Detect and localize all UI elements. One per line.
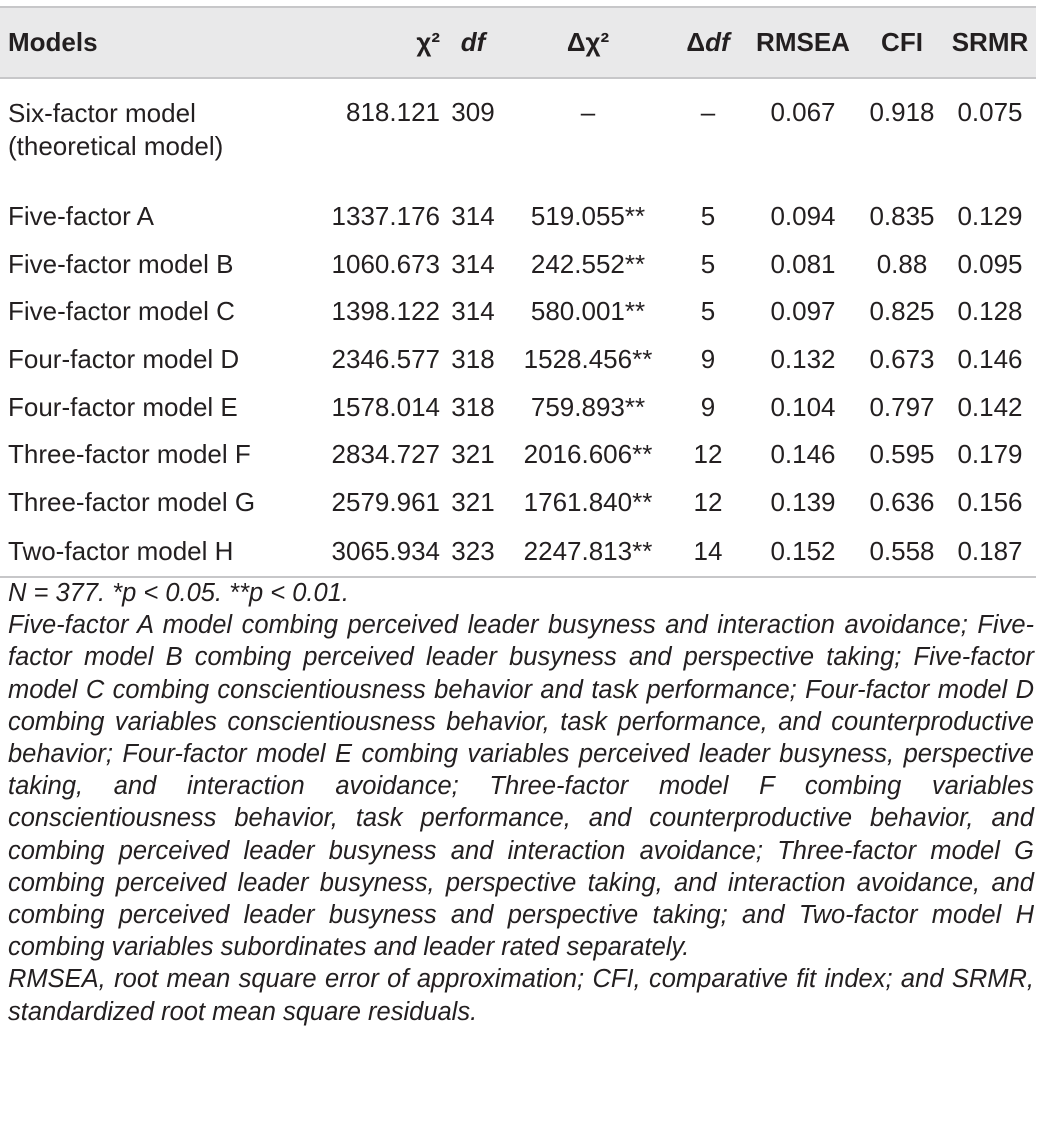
cell-df: 318 xyxy=(451,344,495,375)
cell-df: 318 xyxy=(451,391,495,422)
cell-delta-df: 9 xyxy=(700,391,716,422)
cell-rmsea: 0.139 xyxy=(770,486,836,517)
cell-delta-df: 5 xyxy=(700,201,716,232)
table-notes xyxy=(8,577,1034,1028)
cell-delta-chi-square: 242.552** xyxy=(530,248,646,279)
cell-delta-df: 9 xyxy=(700,344,716,375)
cell-chi-square: 1398.122 xyxy=(331,296,440,327)
header-srmr: SRMR xyxy=(944,7,1036,78)
cell-delta-df: 5 xyxy=(700,296,716,327)
cell-cfi: 0.797 xyxy=(869,391,935,422)
df-symbol: df xyxy=(705,27,730,57)
cell-model: Two-factor model H xyxy=(0,526,305,577)
cell-delta-chi-square: 2247.813** xyxy=(506,526,670,577)
cell-delta-df: 12 xyxy=(693,486,723,517)
cell-rmsea: 0.132 xyxy=(770,344,836,375)
note-models: Five-factor A model combing perceived leader busyness and interaction avoidance; Five-factor model B combing perceived leader busyness and perspective taking; Five-factor model C combing conscientiousness behavior and task performance; Four-factor model D combing variables conscientiousness behavior, task performance, and counterproductive behavior; Four-factor model E combing variables perceived leader busyness, perspective taking, and interaction avoidance; Three-factor model F combing variables conscientiousness behavior, task performance, and counterproductive behavior, and combing perceived leader busyness and interaction avoidance; Three-factor model G combing perceived leader busyness, perspective taking, and interaction avoidance, and combing perceived leader busyness and perspective taking; and Two-factor model H combing variables subordinates and leader rated separately. xyxy=(8,611,1034,962)
model-fit-table xyxy=(0,6,1036,578)
table-row xyxy=(0,383,1036,431)
table-header xyxy=(0,7,1036,78)
cell-cfi: 0.918 xyxy=(869,97,935,127)
cell-df: 314 xyxy=(451,201,495,232)
table-row xyxy=(0,78,1036,193)
cell-delta-df: 12 xyxy=(693,439,723,470)
cell-delta-chi-square: 2016.606** xyxy=(523,439,653,470)
cell-model: Three-factor model G xyxy=(8,486,256,517)
cell-chi-square: 2346.577 xyxy=(331,344,440,375)
cell-rmsea: 0.081 xyxy=(770,248,836,279)
table-body xyxy=(0,78,1036,577)
cell-cfi: 0.88 xyxy=(876,248,928,279)
delta-symbol: Δ xyxy=(686,27,706,57)
note-significance: N = 377. *p < 0.05. **p < 0.01. xyxy=(8,579,349,607)
cell-srmr: 0.142 xyxy=(957,391,1023,422)
cell-delta-chi-square: 580.001** xyxy=(530,296,646,327)
cell-rmsea: 0.152 xyxy=(746,526,860,577)
cell-srmr: 0.128 xyxy=(957,296,1023,327)
cell-chi-square: 1578.014 xyxy=(331,391,440,422)
cell-cfi: 0.636 xyxy=(869,486,935,517)
cell-rmsea: 0.097 xyxy=(770,296,836,327)
header-chi-square: χ² xyxy=(305,7,440,78)
cell-df: 309 xyxy=(451,97,495,127)
cell-df: 321 xyxy=(451,439,495,470)
cell-cfi: 0.595 xyxy=(869,439,935,470)
cell-srmr: 0.156 xyxy=(957,486,1023,517)
cell-delta-df: 14 xyxy=(670,526,746,577)
cell-delta-chi-square: 1761.840** xyxy=(523,486,653,517)
cell-model: Four-factor model E xyxy=(8,391,238,422)
header-models: Models xyxy=(0,7,305,78)
cell-srmr: 0.075 xyxy=(957,97,1023,127)
cell-delta-chi-square: – xyxy=(580,97,596,127)
cell-chi-square: 2834.727 xyxy=(331,439,440,470)
table-row xyxy=(0,336,1036,384)
cell-cfi: 0.835 xyxy=(869,201,935,232)
cell-cfi: 0.558 xyxy=(860,526,944,577)
table-row xyxy=(0,193,1036,241)
cell-srmr: 0.179 xyxy=(957,439,1023,470)
cell-model: Three-factor model F xyxy=(8,439,251,470)
cell-srmr: 0.187 xyxy=(944,526,1036,577)
header-delta-df-label xyxy=(686,27,729,57)
cell-rmsea: 0.104 xyxy=(770,391,836,422)
cell-df: 314 xyxy=(451,248,495,279)
header-cfi: CFI xyxy=(860,7,944,78)
header-delta-chi-square: Δχ² xyxy=(506,7,670,78)
cell-delta-df: 5 xyxy=(700,248,716,279)
cell-delta-chi-square: 519.055** xyxy=(530,201,646,232)
cell-model: Five-factor A xyxy=(8,201,154,232)
cell-model: Five-factor model B xyxy=(8,248,234,279)
cell-srmr: 0.146 xyxy=(957,344,1023,375)
cell-rmsea: 0.094 xyxy=(770,201,836,232)
table-row xyxy=(0,479,1036,527)
cell-delta-chi-square: 759.893** xyxy=(530,391,646,422)
header-delta-df xyxy=(670,7,746,78)
cell-df: 323 xyxy=(440,526,506,577)
cell-model: Four-factor model D xyxy=(8,344,240,375)
table-row xyxy=(0,241,1036,289)
cell-model: Five-factor model C xyxy=(8,296,235,327)
cell-model: Six-factor model (theoretical model) xyxy=(8,98,224,161)
cell-delta-df: – xyxy=(700,97,716,127)
table-row xyxy=(0,431,1036,479)
cell-chi-square: 818.121 xyxy=(346,97,440,127)
header-rmsea: RMSEA xyxy=(746,7,860,78)
cell-rmsea: 0.146 xyxy=(770,439,836,470)
header-row xyxy=(0,7,1036,78)
cell-chi-square: 3065.934 xyxy=(305,526,440,577)
cell-delta-chi-square: 1528.456** xyxy=(523,344,653,375)
table-row xyxy=(0,288,1036,336)
cell-chi-square: 2579.961 xyxy=(331,486,440,517)
cell-rmsea: 0.067 xyxy=(770,97,836,127)
table-row xyxy=(0,526,1036,577)
cell-srmr: 0.129 xyxy=(957,201,1023,232)
cell-chi-square: 1337.176 xyxy=(331,201,440,232)
cell-cfi: 0.825 xyxy=(869,296,935,327)
cell-df: 321 xyxy=(451,486,495,517)
note-abbreviations: RMSEA, root mean square error of approximation; CFI, comparative fit index; and SRMR, standardized root mean square residuals. xyxy=(8,965,1034,1026)
header-df: df xyxy=(440,7,506,78)
cell-chi-square: 1060.673 xyxy=(331,248,440,279)
cell-df: 314 xyxy=(451,296,495,327)
cell-srmr: 0.095 xyxy=(957,248,1023,279)
cell-cfi: 0.673 xyxy=(869,344,935,375)
